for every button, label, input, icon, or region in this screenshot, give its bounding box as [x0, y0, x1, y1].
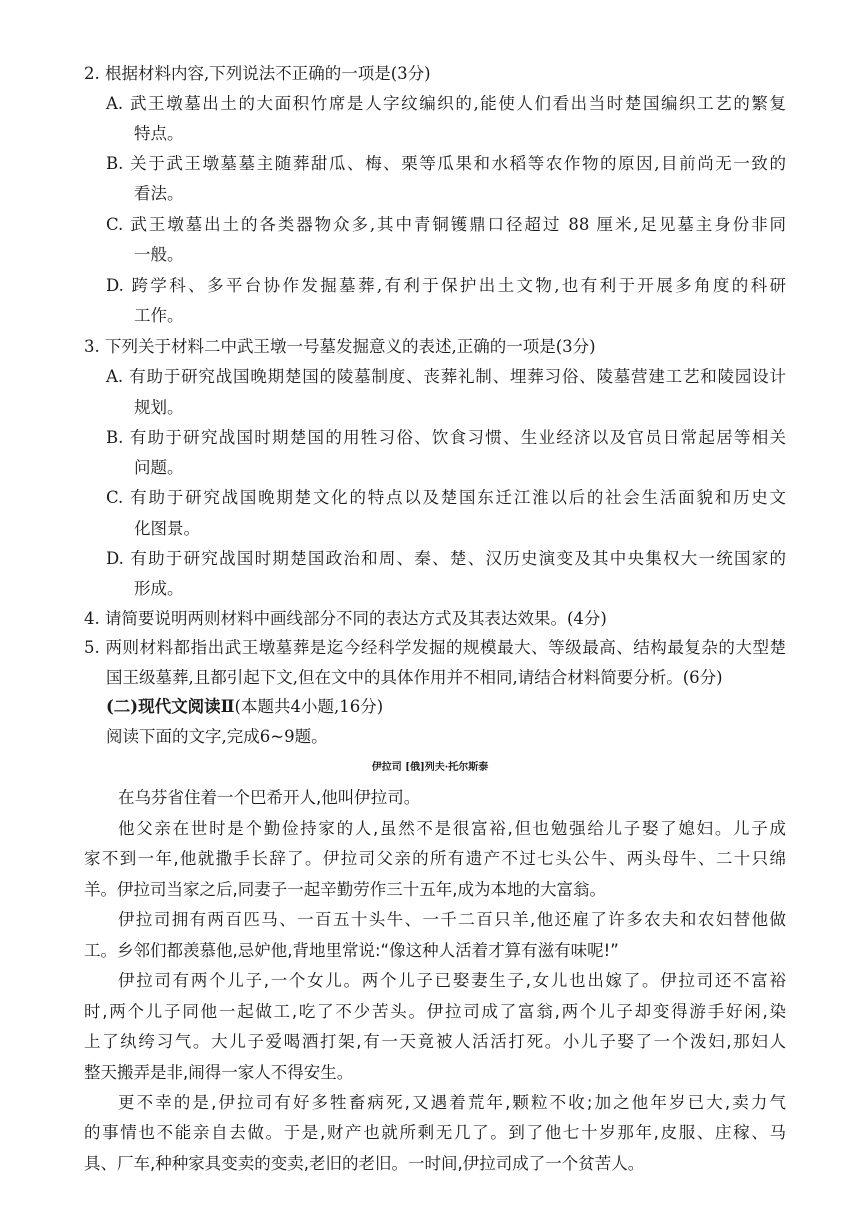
- story-paragraph-5-line-3: 具、厂车,种种家具变卖的变卖,老旧的老旧。一时间,伊拉司成了一个贫苦人。: [84, 1154, 645, 1173]
- section-heading: [106, 696, 383, 718]
- question-4-stem: 4. 请简要说明两则材料中画线部分不同的表达方式及其表达效果。(4分): [84, 609, 607, 628]
- question-2-option-d-cont: 工作。: [134, 306, 184, 325]
- question-2-option-a: A. 武王墩墓出土的大面积竹席是人字纹编织的,能使人们看出当时楚国编织工艺的繁复: [106, 94, 786, 113]
- question-3-option-b-cont: 问题。: [134, 458, 184, 477]
- story-paragraph-1: 在乌芬省住着一个巴希开人,他叫伊拉司。: [118, 788, 421, 807]
- question-2-option-b-cont: 看法。: [134, 184, 184, 203]
- question-3-option-a-cont: 规划。: [134, 398, 184, 417]
- story-paragraph-2-line-2: 家不到一年,他就撒手长辞了。伊拉司父亲的所有遗产不过七头公牛、两头母牛、二十只绵: [84, 849, 786, 868]
- story-paragraph-5-line-1: 更不幸的是,伊拉司有好多牲畜病死,又遇着荒年,颗粒不收;加之他年岁已大,卖力气: [118, 1093, 786, 1112]
- question-2-option-a-cont: 特点。: [134, 124, 184, 143]
- section-heading-title: (二)现代文阅读Ⅱ: [106, 697, 235, 716]
- story-paragraph-2-line-1: 他父亲在世时是个勤俭持家的人,虽然不是很富裕,但也勉强给儿子娶了媳妇。儿子成: [118, 819, 786, 838]
- story-paragraph-4-line-3: 上了纨绔习气。大儿子爱喝酒打架,有一天竟被人活活打死。小儿子娶了一个泼妇,那妇人: [84, 1032, 786, 1051]
- question-3-option-d-cont: 形成。: [134, 579, 184, 598]
- story-title: 伊拉司 [俄]列夫·托尔斯泰: [371, 762, 489, 773]
- question-2-stem: 2. 根据材料内容,下列说法不正确的一项是(3分): [84, 64, 431, 83]
- question-3-option-a: A. 有助于研究战国晚期楚国的陵墓制度、丧葬礼制、埋葬习俗、陵墓营建工艺和陵园设计: [106, 367, 786, 386]
- question-3-option-d: D. 有助于研究战国时期楚国政治和周、秦、楚、汉历史演变及其中央集权大一统国家的: [106, 549, 786, 568]
- story-paragraph-4-line-1: 伊拉司有两个儿子,一个女儿。两个儿子已娶妻生子,女儿也出嫁了。伊拉司还不富裕: [118, 971, 786, 990]
- question-5-stem: 5. 两则材料都指出武王墩墓葬是迄今经科学发掘的规模最大、等级最高、结构最复杂的大型楚: [84, 638, 786, 657]
- question-2-option-d: D. 跨学科、多平台协作发掘墓葬,有利于保护出土文物,也有利于开展多角度的科研: [106, 276, 786, 295]
- question-2-option-b: B. 关于武王墩墓墓主随葬甜瓜、梅、栗等瓜果和水稻等农作物的原因,目前尚无一致的: [106, 154, 786, 173]
- story-paragraph-4-line-2: 时,两个儿子同他一起做工,吃了不少苦头。伊拉司成了富翁,两个儿子却变得游手好闲,染: [84, 1002, 786, 1021]
- question-3-option-c-cont: 化图景。: [134, 519, 200, 538]
- story-paragraph-5-line-2: 的事情也不能亲自去做。于是,财产也就所剩无几了。到了他七十岁那年,皮服、庄稼、马: [84, 1123, 786, 1142]
- question-3-option-c: C. 有助于研究战国晚期楚文化的特点以及楚国东迁江淮以后的社会生活面貌和历史文: [106, 488, 786, 507]
- question-3-stem: 3. 下列关于材料二中武王墩一号墓发掘意义的表述,正确的一项是(3分): [84, 337, 596, 356]
- story-paragraph-2-line-3: 羊。伊拉司当家之后,同妻子一起辛勤劳作三十五年,成为本地的大富翁。: [84, 880, 606, 899]
- story-paragraph-3-line-1: 伊拉司拥有两百匹马、一百五十头牛、一千二百只羊,他还雇了许多农夫和农妇替他做: [118, 910, 786, 929]
- question-3-option-b: B. 有助于研究战国时期楚国的用牲习俗、饮食习惯、生业经济以及官员日常起居等相关: [106, 428, 786, 447]
- section-heading-note: (本题共4小题,16分): [234, 697, 384, 716]
- story-paragraph-3-line-2: 工。乡邻们都羡慕他,忌妒他,背地里常说:“像这种人活着才算有滋有味呢!”: [84, 941, 619, 960]
- story-paragraph-4-line-4: 整天搬弄是非,闹得一家人不得安生。: [84, 1063, 354, 1082]
- section-instruction: 阅读下面的文字,完成6~9题。: [106, 727, 328, 746]
- question-5-stem-cont: 国王级墓葬,且都引起下文,但在文中的具体作用并不相同,请结合材料简要分析。(6分): [106, 668, 723, 687]
- question-2-option-c: C. 武王墩墓出土的各类器物众多,其中青铜镬鼎口径超过 88 厘米,足见墓主身份非同: [106, 215, 786, 234]
- question-2-option-c-cont: 一般。: [134, 245, 184, 264]
